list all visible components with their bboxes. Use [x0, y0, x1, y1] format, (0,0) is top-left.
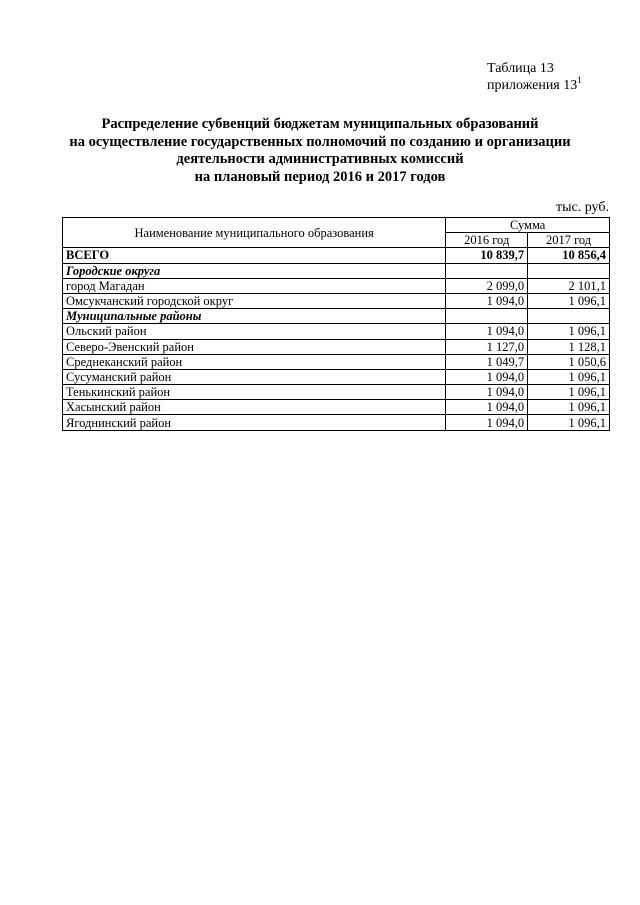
table-row	[63, 293, 610, 308]
row-name: город Магадан	[63, 278, 446, 293]
table-reference	[487, 60, 582, 94]
table-row	[63, 278, 610, 293]
table-row	[63, 400, 610, 415]
row-name: Тенькинский район	[63, 385, 446, 400]
title-line-3: деятельности административных комиссий	[176, 151, 464, 167]
row-2016: 1 094,0	[446, 293, 528, 308]
row-name: Ягоднинский район	[63, 415, 446, 430]
row-2016: 2 099,0	[446, 278, 528, 293]
total-row	[63, 248, 610, 263]
row-2016: 1 127,0	[446, 339, 528, 354]
name-column-header: Наименование муниципального образования	[63, 218, 446, 248]
row-2016: 1 094,0	[446, 324, 528, 339]
year-2017-header: 2017 год	[528, 233, 610, 248]
header-row	[63, 218, 610, 233]
row-name: Ольский район	[63, 324, 446, 339]
row-2017: 2 101,1	[528, 278, 610, 293]
appendix-superscript: 1	[577, 75, 582, 85]
row-2017: 1 096,1	[528, 369, 610, 384]
title-line-2: на осуществление государственных полномочий по созданию и организации	[69, 133, 571, 150]
table-row	[63, 324, 610, 339]
appendix-reference	[487, 77, 582, 94]
row-name: Среднеканский район	[63, 354, 446, 369]
row-name: Хасынский район	[63, 400, 446, 415]
sum-column-header: Сумма	[446, 218, 610, 233]
title-line-4: на плановый период 2016 и 2017 годов	[194, 168, 446, 185]
total-2017: 10 856,4	[528, 248, 610, 263]
year-2016-header: 2016 год	[446, 233, 528, 248]
row-2017: 1 096,1	[528, 415, 610, 430]
row-2017: 1 050,6	[528, 354, 610, 369]
row-2017: 1 096,1	[528, 324, 610, 339]
row-2017: 1 128,1	[528, 339, 610, 354]
document-title	[40, 116, 600, 186]
row-2016: 1 094,0	[446, 415, 528, 430]
section-urban-label: Городские округа	[63, 263, 446, 278]
row-2016: 1 049,7	[446, 354, 528, 369]
section-districts-label: Муниципальные районы	[63, 309, 446, 324]
table-row	[63, 369, 610, 384]
row-2016: 1 094,0	[446, 400, 528, 415]
title-line-1: Распределение субвенций бюджетам муниципальных образований	[101, 116, 539, 132]
table-row	[63, 415, 610, 430]
total-label: ВСЕГО	[63, 248, 446, 263]
row-name: Омсукчанский городской округ	[63, 293, 446, 308]
budget-table	[62, 217, 610, 431]
row-name: Северо-Эвенский район	[63, 339, 446, 354]
row-2016: 1 094,0	[446, 385, 528, 400]
table-row	[63, 385, 610, 400]
row-name: Сусуманский район	[63, 369, 446, 384]
total-2016: 10 839,7	[446, 248, 528, 263]
row-2017: 1 096,1	[528, 293, 610, 308]
units-label: тыс. руб.	[556, 200, 609, 215]
row-2016: 1 094,0	[446, 369, 528, 384]
table-row	[63, 339, 610, 354]
table-row	[63, 354, 610, 369]
appendix-label: приложения 13	[487, 78, 578, 93]
row-2017: 1 096,1	[528, 400, 610, 415]
section-row-districts	[63, 309, 610, 324]
table-number: Таблица 13	[487, 61, 554, 76]
row-2017: 1 096,1	[528, 385, 610, 400]
section-row-urban	[63, 263, 610, 278]
